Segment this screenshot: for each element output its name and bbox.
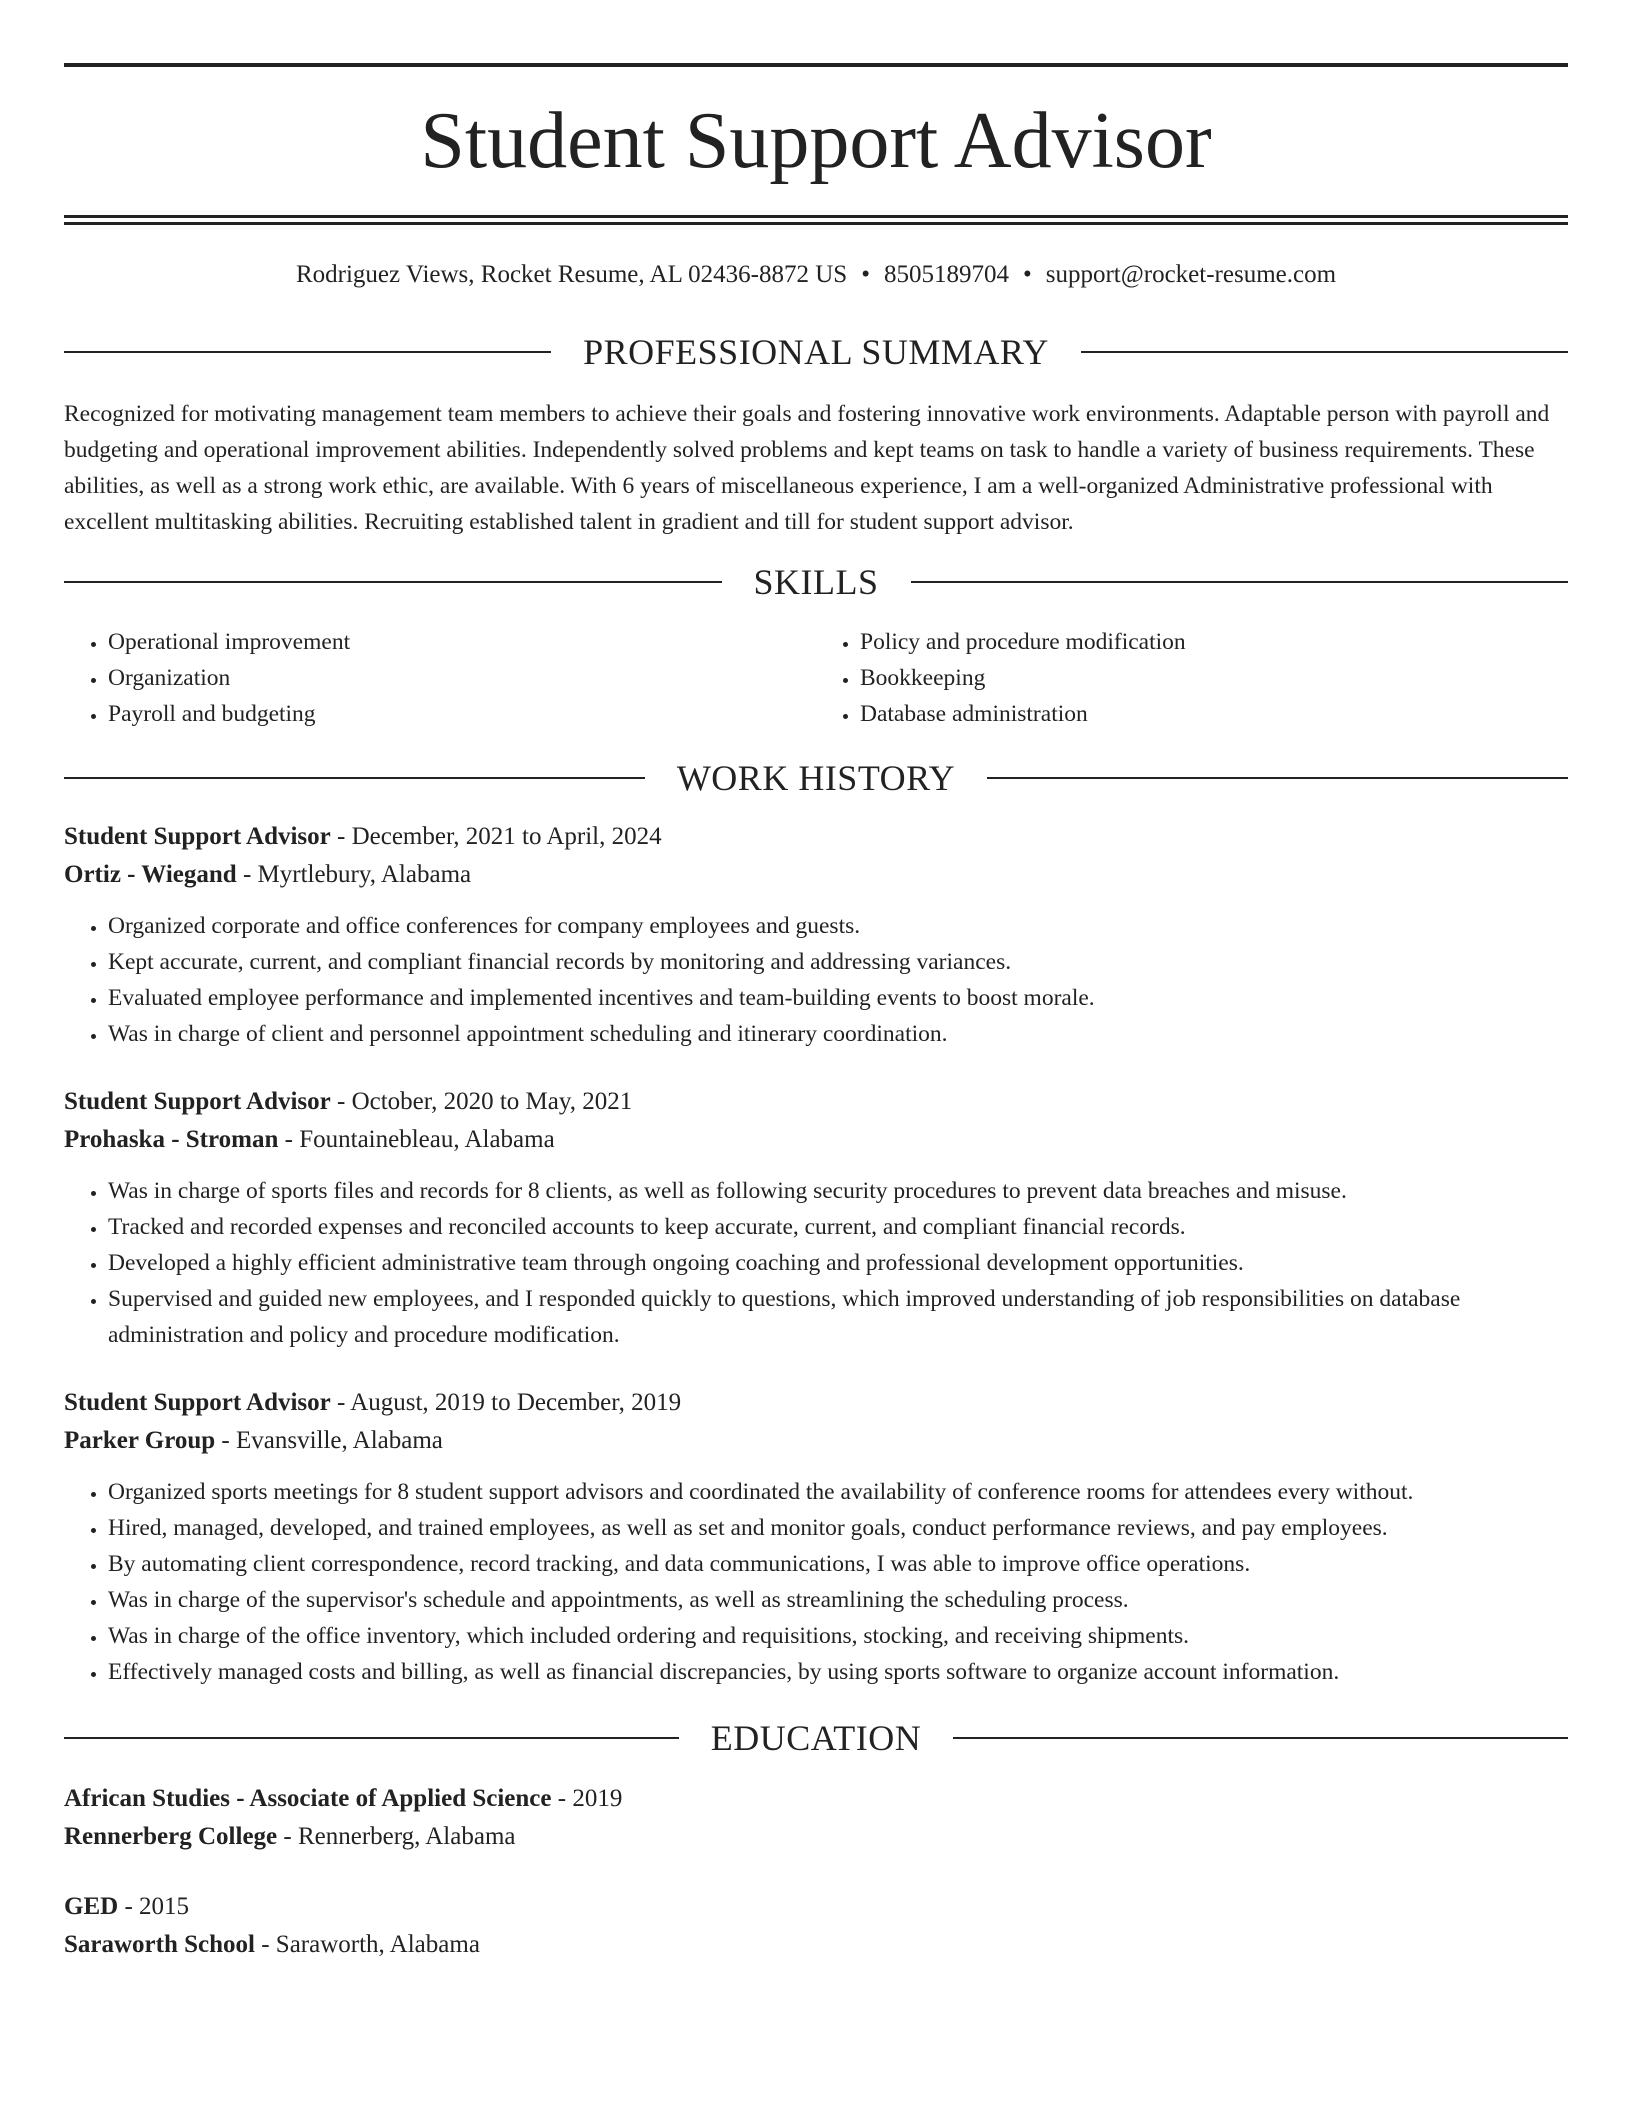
job-bullet: • Organized sports meetings for 8 student support advisors and coordinated the availability of conference rooms for attendees every without. (108, 1474, 1568, 1510)
contact-phone: 8505189704 (883, 261, 1009, 288)
skill-item: • Organization (108, 660, 816, 696)
section-rule (987, 777, 1568, 779)
top-rule (64, 63, 1568, 67)
skill-item: • Bookkeeping (860, 660, 1568, 696)
section-rule (64, 351, 551, 353)
job-company: Ortiz - Wiegand (64, 860, 237, 888)
education-year: - 2019 (551, 1784, 623, 1812)
education-entry (64, 1780, 1568, 1856)
job-bullet: • Kept accurate, current, and compliant financial records by monitoring and addressing variances. (108, 944, 1568, 980)
summary-text: Recognized for motivating management team members to achieve their goals and fostering innovative work environments. Adaptable person with payroll and budgeting and operational improvement abilities. Independently solved problems and kept teams on task to handle a variety of business requirements. These abilities, as well as a strong work ethic, are available. With 6 years of miscellaneous experience, I am a well-organized Administrative professional with excellent multitasking abilities. Recruiting established talent in gradient and till for student support advisor. (64, 400, 1550, 535)
job-entry (64, 1384, 1568, 1690)
education-school: Saraworth School (64, 1930, 255, 1958)
job-company-line (64, 1121, 1568, 1159)
section-header-work (64, 757, 1568, 798)
education-degree-line (64, 1888, 1568, 1926)
job-bullet: • Evaluated employee performance and implemented incentives and team-building events to boost morale. (108, 980, 1568, 1016)
title-double-rule (64, 215, 1568, 225)
section-rule (64, 1737, 679, 1739)
education-location: - Saraworth, Alabama (254, 1930, 480, 1958)
job-entry (64, 818, 1568, 1052)
section-rule (953, 1737, 1568, 1739)
job-bullet: • Was in charge of sports files and records for 8 clients, as well as following security procedures to prevent data breaches and misuse. (108, 1173, 1568, 1209)
section-rule (911, 581, 1569, 583)
job-company-line (64, 1422, 1568, 1460)
job-bullets (64, 908, 1568, 1052)
education-degree-line (64, 1780, 1568, 1818)
education-entry (64, 1888, 1568, 1964)
skill-item: • Payroll and budgeting (108, 696, 816, 732)
job-bullets (64, 1474, 1568, 1690)
section-header-skills (64, 561, 1568, 602)
job-bullet: • Tracked and recorded expenses and reconciled accounts to keep accurate, current, and compliant financial records. (108, 1209, 1568, 1245)
job-title: Student Support Advisor (64, 1087, 331, 1115)
section-title-education: EDUCATION (710, 1717, 922, 1758)
education-degree: GED (64, 1892, 119, 1920)
job-bullet: • Organized corporate and office conferences for company employees and guests. (108, 908, 1568, 944)
job-bullet: • By automating client correspondence, record tracking, and data communications, I was able to improve office operations. (108, 1546, 1568, 1582)
resume-title: Student Support Advisor (420, 97, 1212, 185)
job-location: - Myrtlebury, Alabama (236, 860, 472, 888)
job-title-line (64, 1083, 1568, 1121)
contact-email: support@rocket-resume.com (1045, 261, 1337, 288)
job-company-line (64, 856, 1568, 894)
job-dates: - August, 2019 to December, 2019 (330, 1388, 682, 1416)
section-rule (64, 777, 645, 779)
job-bullet: • Hired, managed, developed, and trained employees, as well as set and monitor goals, conduct performance reviews, and pay employees. (108, 1510, 1568, 1546)
section-header-summary (64, 331, 1568, 372)
contact-separator: • (1022, 261, 1032, 288)
section-rule (64, 581, 722, 583)
contact-address: Rodriguez Views, Rocket Resume, AL 02436-8872 US (295, 261, 848, 288)
skill-item: • Operational improvement (108, 624, 816, 660)
job-title: Student Support Advisor (64, 1388, 331, 1416)
skill-item: • Policy and procedure modification (860, 624, 1568, 660)
job-bullet: • Was in charge of the supervisor's schedule and appointments, as well as streamlining the scheduling process. (108, 1582, 1568, 1618)
section-rule (1081, 351, 1568, 353)
education-year: - 2015 (118, 1892, 190, 1920)
skills-list (64, 624, 1568, 732)
job-location: - Evansville, Alabama (215, 1426, 443, 1454)
job-dates: - October, 2020 to May, 2021 (330, 1087, 633, 1115)
job-dates: - December, 2021 to April, 2024 (330, 822, 662, 850)
education-degree: African Studies - Associate of Applied Science (64, 1784, 552, 1812)
job-bullet: • Was in charge of client and personnel appointment scheduling and itinerary coordination. (108, 1016, 1568, 1052)
job-title-line (64, 1384, 1568, 1422)
job-bullet: • Developed a highly efficient administrative team through ongoing coaching and professional development opportunities. (108, 1245, 1568, 1281)
job-company: Prohaska - Stroman (64, 1125, 279, 1153)
section-title-summary: PROFESSIONAL SUMMARY (583, 331, 1049, 372)
job-location: - Fountainebleau, Alabama (278, 1125, 555, 1153)
education-school-line (64, 1818, 1568, 1856)
job-entry (64, 1083, 1568, 1353)
skills-column-right (816, 624, 1568, 732)
skill-item: • Database administration (860, 696, 1568, 732)
education-school-line (64, 1926, 1568, 1964)
education-school: Rennerberg College (64, 1822, 278, 1850)
section-header-education (64, 1717, 1568, 1758)
contact-line (64, 259, 1568, 292)
job-bullet: • Supervised and guided new employees, and I responded quickly to questions, which improved understanding of job responsibilities on database administration and policy and procedure modification. (108, 1281, 1568, 1353)
job-title: Student Support Advisor (64, 822, 331, 850)
job-title-line (64, 818, 1568, 856)
job-bullets (64, 1173, 1568, 1353)
education-location: - Rennerberg, Alabama (277, 1822, 516, 1850)
section-title-work: WORK HISTORY (676, 757, 956, 798)
section-title-skills: SKILLS (753, 561, 879, 602)
job-bullet: • Effectively managed costs and billing, as well as financial discrepancies, by using sports software to organize account information. (108, 1654, 1568, 1690)
skills-column-left (64, 624, 816, 732)
job-company: Parker Group (64, 1426, 216, 1454)
job-bullet: • Was in charge of the office inventory, which included ordering and requisitions, stocking, and receiving shipments. (108, 1618, 1568, 1654)
contact-separator: • (861, 261, 870, 288)
